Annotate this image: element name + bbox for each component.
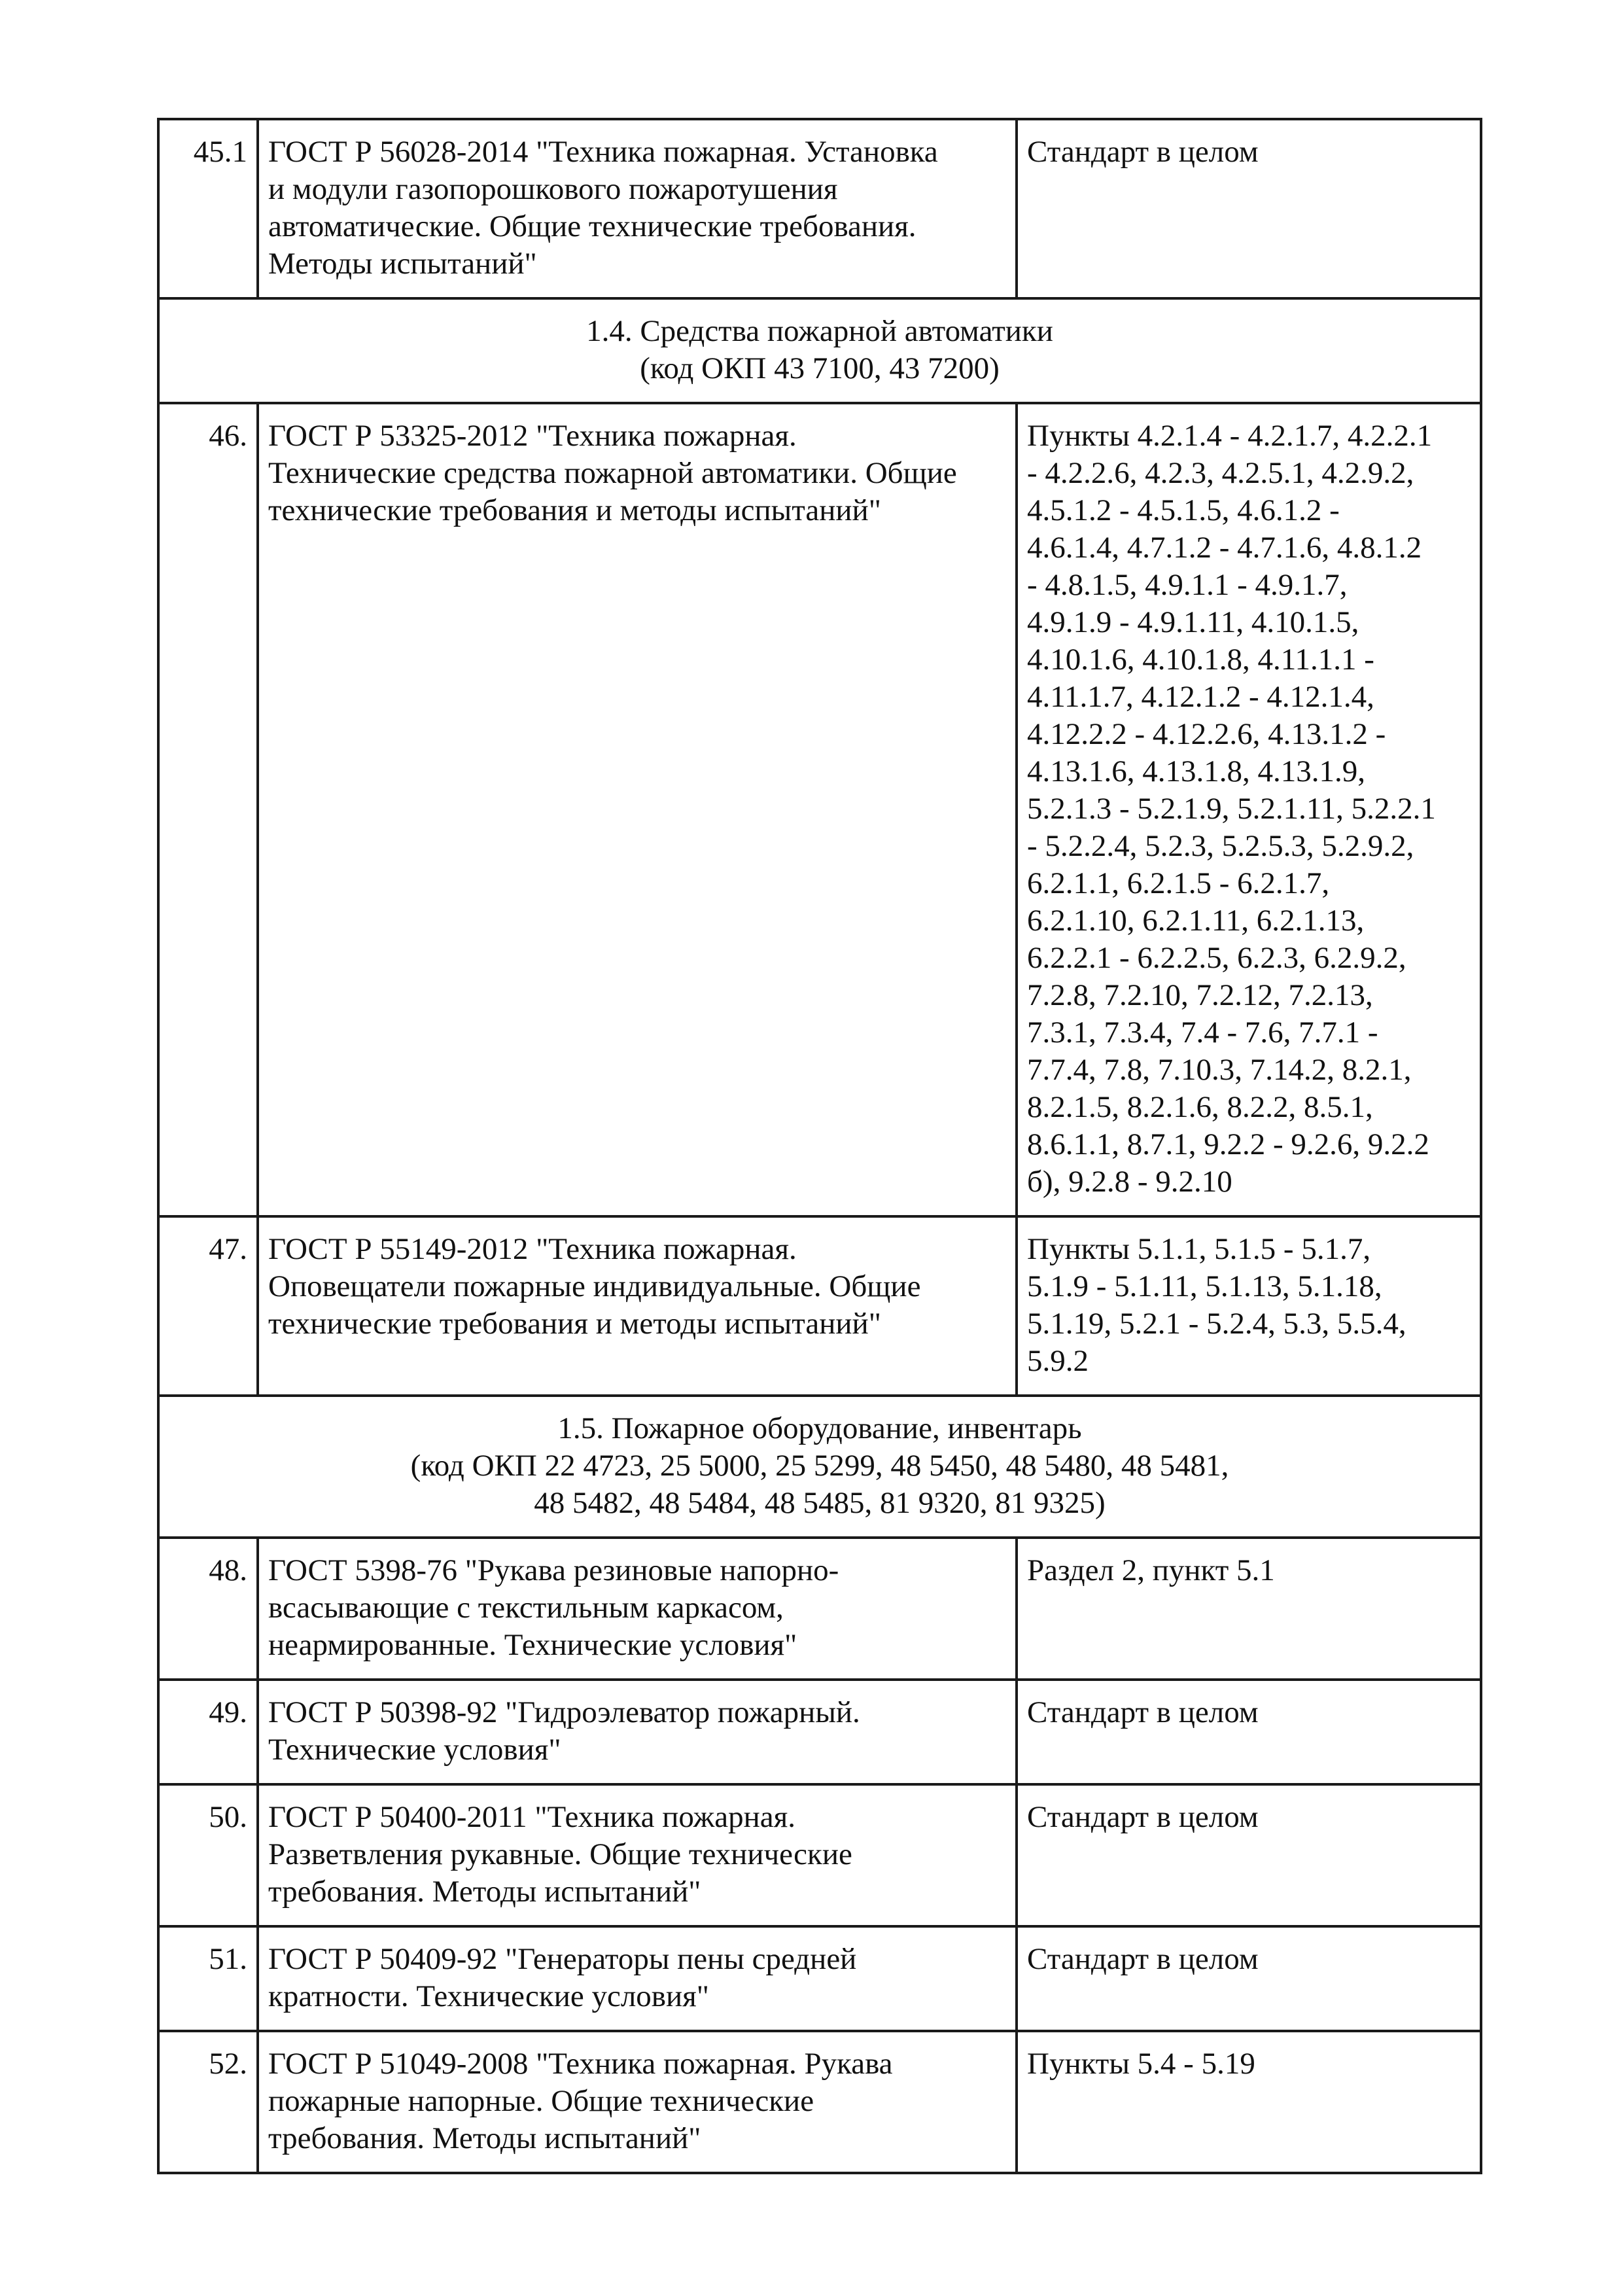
standard-title-line: ГОСТ Р 51049-2008 "Техника пожарная. Рукава	[268, 2047, 893, 2081]
standard-title-line: Оповещатели пожарные индивидуальные. Общие	[268, 1269, 921, 1303]
section-heading-line: (код ОКП 43 7100, 43 7200)	[640, 351, 1000, 385]
table-row	[158, 1216, 1481, 1396]
row-number: 47.	[158, 1216, 258, 1396]
row-number: 49.	[158, 1680, 258, 1784]
standard-title-line: Технические средства пожарной автоматики. Общие	[268, 456, 957, 490]
table-row	[158, 403, 1481, 1216]
applicable-clauses-line: Раздел 2, пункт 5.1	[1027, 1553, 1275, 1587]
standard-title-line: неармированные. Технические условия"	[268, 1628, 797, 1662]
standard-title	[258, 403, 1017, 1216]
applicable-clauses-line: - 5.2.2.4, 5.2.3, 5.2.5.3, 5.2.9.2,	[1027, 829, 1414, 863]
row-number: 48.	[158, 1538, 258, 1680]
standard-title-line: всасывающие с текстильным каркасом,	[268, 1591, 784, 1625]
applicable-clauses-line: 4.11.1.7, 4.12.1.2 - 4.12.1.4,	[1027, 680, 1374, 714]
row-number: 46.	[158, 403, 258, 1216]
applicable-clauses	[1017, 1680, 1481, 1784]
table-row	[158, 1784, 1481, 1926]
applicable-clauses-line: - 4.2.2.6, 4.2.3, 4.2.5.1, 4.2.9.2,	[1027, 456, 1414, 490]
applicable-clauses	[1017, 403, 1481, 1216]
standard-title-line: требования. Методы испытаний"	[268, 1875, 701, 1909]
standard-title-line: ГОСТ Р 50409-92 "Генераторы пены средней	[268, 1942, 857, 1976]
applicable-clauses	[1017, 1784, 1481, 1926]
applicable-clauses-line: б), 9.2.8 - 9.2.10	[1027, 1165, 1232, 1199]
standard-title-line: ГОСТ 5398-76 "Рукава резиновые напорно-	[268, 1553, 839, 1587]
applicable-clauses	[1017, 1216, 1481, 1396]
table-row	[158, 119, 1481, 298]
standard-title-line: требования. Методы испытаний"	[268, 2121, 701, 2155]
applicable-clauses-line: 5.1.19, 5.2.1 - 5.2.4, 5.3, 5.5.4,	[1027, 1307, 1406, 1341]
applicable-clauses-line: 8.6.1.1, 8.7.1, 9.2.2 - 9.2.6, 9.2.2	[1027, 1127, 1429, 1161]
applicable-clauses-line: 5.9.2	[1027, 1344, 1089, 1378]
applicable-clauses-line: Пункты 4.2.1.4 - 4.2.1.7, 4.2.2.1	[1027, 419, 1433, 453]
section-heading-line: 1.5. Пожарное оборудование, инвентарь	[557, 1411, 1082, 1445]
section-heading-line: 1.4. Средства пожарной автоматики	[586, 314, 1053, 348]
applicable-clauses-line: - 4.8.1.5, 4.9.1.1 - 4.9.1.7,	[1027, 568, 1348, 602]
row-number: 51.	[158, 1926, 258, 2031]
applicable-clauses-line: 4.12.2.2 - 4.12.2.6, 4.13.1.2 -	[1027, 717, 1386, 751]
section-header-row	[158, 1396, 1481, 1538]
section-heading-line: 48 5482, 48 5484, 48 5485, 81 9320, 81 9325)	[534, 1486, 1106, 1520]
applicable-clauses-line: 4.10.1.6, 4.10.1.8, 4.11.1.1 -	[1027, 643, 1374, 677]
table-row	[158, 1926, 1481, 2031]
standard-title-line: кратности. Технические условия"	[268, 1979, 709, 2013]
standard-title	[258, 2031, 1017, 2173]
row-number: 45.1	[158, 119, 258, 298]
applicable-clauses-line: 5.1.9 - 5.1.11, 5.1.13, 5.1.18,	[1027, 1269, 1382, 1303]
applicable-clauses-line: 7.3.1, 7.3.4, 7.4 - 7.6, 7.7.1 -	[1027, 1016, 1378, 1050]
section-header-row	[158, 298, 1481, 403]
applicable-clauses-line: Стандарт в целом	[1027, 1942, 1259, 1976]
standard-title-line: ГОСТ Р 56028-2014 "Техника пожарная. Установка	[268, 135, 938, 169]
row-number: 50.	[158, 1784, 258, 1926]
applicable-clauses-line: 7.2.8, 7.2.10, 7.2.12, 7.2.13,	[1027, 978, 1373, 1012]
standard-title-line: автоматические. Общие технические требования.	[268, 209, 916, 243]
standard-title	[258, 119, 1017, 298]
applicable-clauses-line: 4.13.1.6, 4.13.1.8, 4.13.1.9,	[1027, 754, 1365, 788]
section-heading	[158, 298, 1481, 403]
applicable-clauses-line: Пункты 5.1.1, 5.1.5 - 5.1.7,	[1027, 1232, 1371, 1266]
standard-title	[258, 1538, 1017, 1680]
applicable-clauses-line: Стандарт в целом	[1027, 1695, 1259, 1729]
standard-title	[258, 1680, 1017, 1784]
standards-table-body	[158, 119, 1481, 2173]
standard-title-line: технические требования и методы испытаний"	[268, 1307, 881, 1341]
applicable-clauses-line: 4.9.1.9 - 4.9.1.11, 4.10.1.5,	[1027, 605, 1359, 639]
standard-title	[258, 1784, 1017, 1926]
applicable-clauses-line: Стандарт в целом	[1027, 1800, 1259, 1834]
standard-title-line: ГОСТ Р 53325-2012 "Техника пожарная.	[268, 419, 797, 453]
section-heading	[158, 1396, 1481, 1538]
applicable-clauses	[1017, 1538, 1481, 1680]
standard-title-line: ГОСТ Р 50398-92 "Гидроэлеватор пожарный.	[268, 1695, 860, 1729]
standard-title-line: технические требования и методы испытаний"	[268, 493, 881, 527]
section-heading-line: (код ОКП 22 4723, 25 5000, 25 5299, 48 5450, 48 5480, 48 5481,	[410, 1449, 1229, 1483]
applicable-clauses-line: 6.2.2.1 - 6.2.2.5, 6.2.3, 6.2.9.2,	[1027, 941, 1406, 975]
standard-title-line: пожарные напорные. Общие технические	[268, 2084, 814, 2118]
row-number: 52.	[158, 2031, 258, 2173]
applicable-clauses	[1017, 2031, 1481, 2173]
standard-title	[258, 1926, 1017, 2031]
applicable-clauses-line: 6.2.1.1, 6.2.1.5 - 6.2.1.7,	[1027, 866, 1330, 900]
applicable-clauses	[1017, 1926, 1481, 2031]
table-row	[158, 1680, 1481, 1784]
applicable-clauses-line: Пункты 5.4 - 5.19	[1027, 2047, 1255, 2081]
applicable-clauses-line: 8.2.1.5, 8.2.1.6, 8.2.2, 8.5.1,	[1027, 1090, 1373, 1124]
table-row	[158, 1538, 1481, 1680]
standard-title-line: Методы испытаний"	[268, 247, 537, 281]
standard-title-line: Разветвления рукавные. Общие технические	[268, 1837, 852, 1871]
applicable-clauses	[1017, 119, 1481, 298]
standard-title-line: ГОСТ Р 50400-2011 "Техника пожарная.	[268, 1800, 795, 1834]
standard-title-line: ГОСТ Р 55149-2012 "Техника пожарная.	[268, 1232, 797, 1266]
applicable-clauses-line: Стандарт в целом	[1027, 135, 1259, 169]
applicable-clauses-line: 4.6.1.4, 4.7.1.2 - 4.7.1.6, 4.8.1.2	[1027, 531, 1422, 565]
standard-title-line: Технические условия"	[268, 1733, 561, 1767]
standard-title-line: и модули газопорошкового пожаротушения	[268, 172, 838, 206]
applicable-clauses-line: 5.2.1.3 - 5.2.1.9, 5.2.1.11, 5.2.2.1	[1027, 792, 1436, 826]
standard-title	[258, 1216, 1017, 1396]
applicable-clauses-line: 6.2.1.10, 6.2.1.11, 6.2.1.13,	[1027, 904, 1365, 938]
table-row	[158, 2031, 1481, 2173]
applicable-clauses-line: 7.7.4, 7.8, 7.10.3, 7.14.2, 8.2.1,	[1027, 1053, 1412, 1087]
standards-table	[157, 118, 1482, 2174]
applicable-clauses-line: 4.5.1.2 - 4.5.1.5, 4.6.1.2 -	[1027, 493, 1340, 527]
